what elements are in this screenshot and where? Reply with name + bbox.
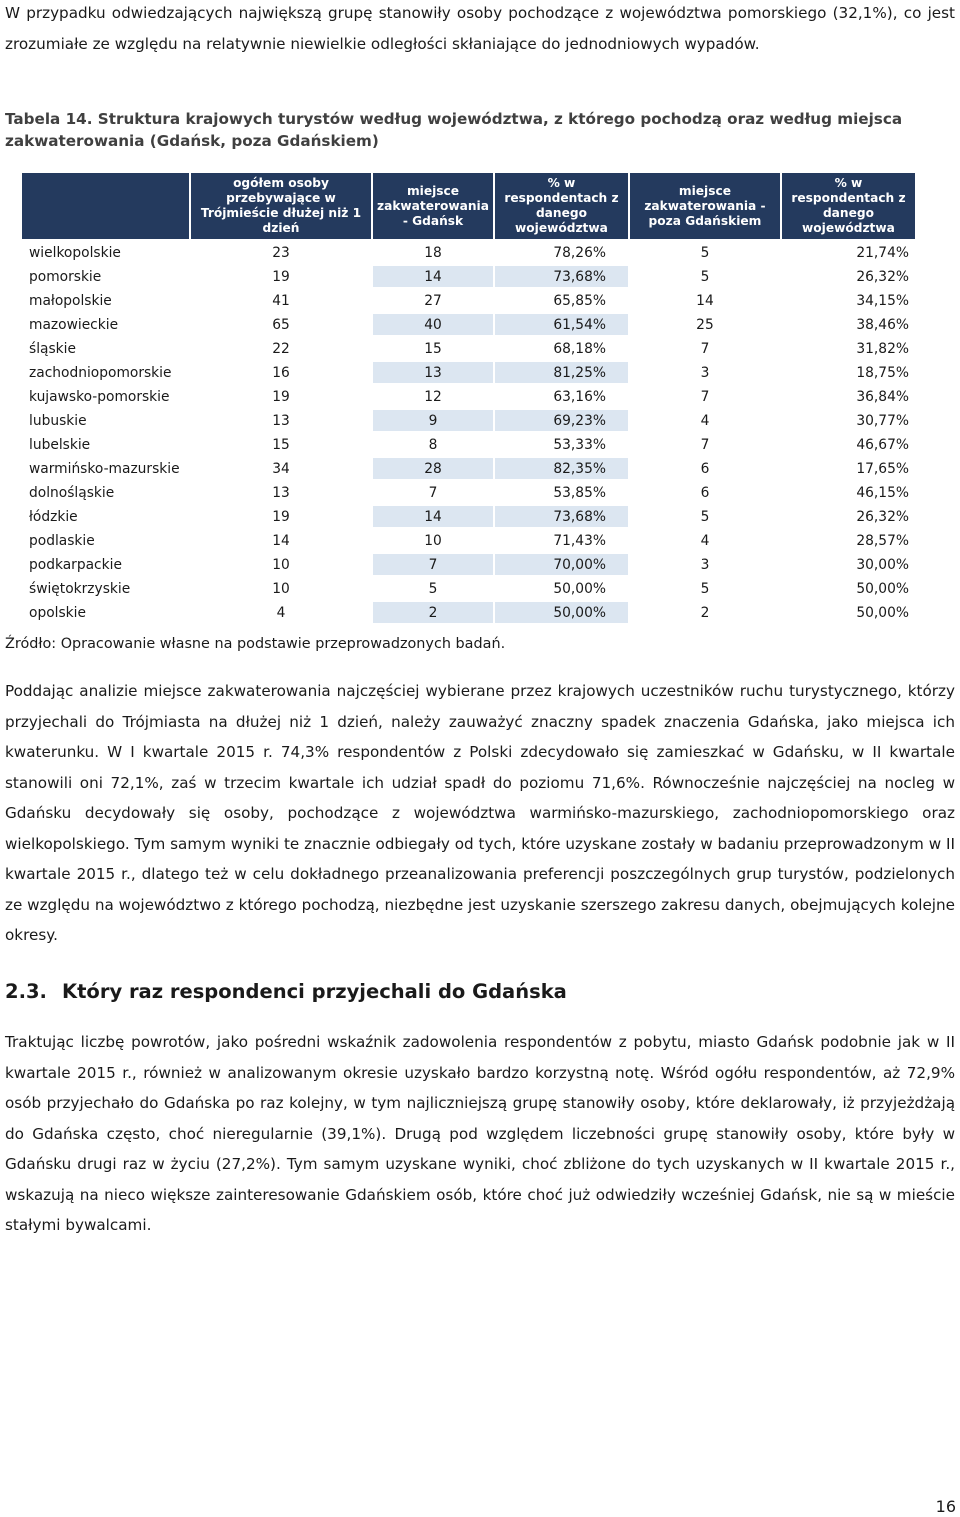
cell-outside: 2 — [700, 604, 710, 621]
cell-gdansk-pct: 73,68% — [495, 266, 628, 287]
cell-gdansk-pct: 70,00% — [495, 554, 628, 575]
cell-gdansk-pct: 50,00% — [495, 602, 628, 623]
cell-gdansk-pct: 63,16% — [553, 388, 606, 405]
cell-region: małopolskie — [29, 292, 112, 309]
source-note: Źródło: Opracowanie własne na podstawie przeprowadzonych badań. — [5, 636, 506, 652]
cell-outside-pct: 46,67% — [856, 436, 909, 453]
cell-gdansk-pct: 73,68% — [495, 506, 628, 527]
table-row — [22, 410, 915, 431]
cell-gdansk: 9 — [373, 410, 493, 431]
cell-gdansk-pct: 78,26% — [553, 244, 606, 261]
cell-gdansk: 7 — [373, 554, 493, 575]
table-row — [22, 578, 915, 599]
cell-total: 10 — [272, 556, 290, 573]
cell-outside: 3 — [700, 556, 710, 573]
cell-gdansk-pct: 50,00% — [553, 580, 606, 597]
cell-gdansk-pct: 61,54% — [495, 314, 628, 335]
cell-gdansk: 12 — [424, 388, 442, 405]
cell-outside-pct: 26,32% — [856, 268, 909, 285]
cell-outside-pct: 46,15% — [856, 484, 909, 501]
header-gdansk: miejsce zakwaterowania - Gdańsk — [373, 173, 493, 239]
cell-outside: 6 — [700, 460, 710, 477]
cell-region: pomorskie — [29, 268, 102, 285]
cell-total: 41 — [272, 292, 290, 309]
analysis-paragraph: Poddając analizie miejsce zakwaterowania najczęściej wybierane przez krajowych uczestników ruchu turystycznego, którzy przyjechali do Trójmiasta na dłużej niż 1 dzień, należy zauważyć znaczny spadek znaczenia Gdańska, jako miejsca ich kwaterunku. W I kwartale 2015 r. 74,3% respondentów z Polski zdecydowało się zamieszkać w Gdańsku, w II kwartale stanowili oni 72,1%, zaś w trzecim kwartale ich udział spadł do poziomu 71,6%. Równocześnie najczęściej na nocleg w Gdańsku decydowały się osoby, pochodzące z województwa warmińsko-mazurskiego, zachodniopomorskiego oraz wielkopolskiego. Tym samym wyniki te znacznie odbiegały od tych, które uzyskane zostały w badaniu przeprowadzonym w II kwartale 2015 r., dlatego też w celu dokładnego przeanalizowania preferencji poszczególnych grup turystów, podzielonych ze względu na województwo z którego pochodzą, niezbędne jest uzyskanie szerszego zakresu danych, obejmujących kolejne okresy. — [5, 682, 955, 944]
cell-region: lubelskie — [29, 436, 91, 453]
cell-total: 10 — [272, 580, 290, 597]
section-heading — [5, 980, 567, 1003]
cell-outside-pct: 18,75% — [856, 364, 909, 381]
cell-outside: 5 — [700, 508, 710, 525]
cell-total: 4 — [276, 604, 286, 621]
cell-total: 65 — [272, 316, 290, 333]
cell-gdansk-pct: 53,33% — [553, 436, 606, 453]
cell-region: warmińsko-mazurskie — [29, 460, 180, 477]
intro-paragraph: W przypadku odwiedzających największą grupę stanowiły osoby pochodzące z województwa pomorskiego (32,1%), co jest zrozumiałe ze względu na relatywnie niewielkie odległości skłaniające do jednodniowych wypadów. — [5, 4, 955, 53]
cell-outside: 3 — [700, 364, 710, 381]
cell-region: łódzkie — [29, 508, 78, 525]
cell-region: śląskie — [29, 340, 76, 357]
cell-region: mazowieckie — [29, 316, 119, 333]
header-gdansk-pct: % w respondentach z danego województwa — [495, 173, 628, 239]
section-number: 2.3. — [5, 980, 47, 1003]
cell-gdansk-pct: 68,18% — [553, 340, 606, 357]
cell-total: 22 — [272, 340, 290, 357]
cell-outside-pct: 17,65% — [856, 460, 909, 477]
table-row — [22, 482, 915, 503]
cell-outside: 7 — [700, 340, 710, 357]
cell-gdansk-pct: 53,85% — [553, 484, 606, 501]
cell-region: świętokrzyskie — [29, 580, 131, 597]
cell-total: 19 — [272, 508, 290, 525]
table-row — [22, 290, 915, 311]
cell-outside-pct: 31,82% — [856, 340, 909, 357]
cell-outside: 7 — [700, 388, 710, 405]
table-body — [22, 242, 915, 623]
table-row — [22, 506, 915, 527]
cell-outside-pct: 30,77% — [856, 412, 909, 429]
cell-total: 19 — [272, 268, 290, 285]
cell-outside-pct: 28,57% — [856, 532, 909, 549]
cell-gdansk-pct: 71,43% — [553, 532, 606, 549]
cell-total: 15 — [272, 436, 290, 453]
cell-region: dolnośląskie — [29, 484, 115, 501]
cell-total: 16 — [272, 364, 290, 381]
cell-gdansk: 28 — [373, 458, 493, 479]
header-outside-pct: % w respondentach z danego województwa — [782, 173, 915, 239]
cell-outside-pct: 34,15% — [856, 292, 909, 309]
cell-outside-pct: 36,84% — [856, 388, 909, 405]
page-number: 16 — [935, 1497, 956, 1516]
table-row — [22, 386, 915, 407]
cell-gdansk: 27 — [424, 292, 442, 309]
table-row — [22, 602, 915, 623]
cell-gdansk: 18 — [424, 244, 442, 261]
cell-outside-pct: 50,00% — [856, 580, 909, 597]
cell-region: podkarpackie — [29, 556, 122, 573]
cell-total: 13 — [272, 484, 290, 501]
table-row — [22, 362, 915, 383]
cell-gdansk: 15 — [424, 340, 442, 357]
cell-gdansk-pct: 82,35% — [495, 458, 628, 479]
cell-outside-pct: 21,74% — [856, 244, 909, 261]
cell-gdansk: 40 — [373, 314, 493, 335]
table-row — [22, 314, 915, 335]
table-row — [22, 458, 915, 479]
cell-outside-pct: 50,00% — [856, 604, 909, 621]
cell-gdansk: 13 — [373, 362, 493, 383]
cell-region: podlaskie — [29, 532, 95, 549]
cell-gdansk-pct: 65,85% — [553, 292, 606, 309]
cell-total: 19 — [272, 388, 290, 405]
cell-outside: 6 — [700, 484, 710, 501]
cell-total: 23 — [272, 244, 290, 261]
cell-region: opolskie — [29, 604, 86, 621]
cell-outside: 14 — [696, 292, 714, 309]
cell-region: wielkopolskie — [29, 244, 121, 261]
cell-region: lubuskie — [29, 412, 87, 429]
cell-outside: 4 — [700, 412, 710, 429]
table-row — [22, 242, 915, 263]
cell-gdansk-pct: 69,23% — [495, 410, 628, 431]
table-caption: Tabela 14. Struktura krajowych turystów według województwa, z którego pochodzą oraz według miejsca zakwaterowania (Gdańsk, poza Gdańskiem) — [5, 110, 903, 150]
cell-total: 13 — [272, 412, 290, 429]
cell-total: 14 — [272, 532, 290, 549]
cell-gdansk: 8 — [428, 436, 438, 453]
cell-outside: 25 — [696, 316, 714, 333]
header-region — [22, 173, 189, 239]
cell-gdansk: 5 — [428, 580, 438, 597]
table-row — [22, 434, 915, 455]
cell-outside-pct: 38,46% — [856, 316, 909, 333]
table-row — [22, 266, 915, 287]
cell-outside: 7 — [700, 436, 710, 453]
cell-gdansk: 2 — [373, 602, 493, 623]
regions-table — [20, 170, 917, 626]
cell-outside: 5 — [700, 268, 710, 285]
section-paragraph: Traktując liczbę powrotów, jako pośredni wskaźnik zadowolenia respondentów z pobytu, miasto Gdańsk podobnie jak w II kwartale 2015 r., również w analizowanym okresie uzyskało bardzo korzystną notę. Wśród ogółu respondentów, aż 72,9% osób przyjechało do Gdańska po raz kolejny, w tym najliczniejszą grupę stanowiły osoby, które deklarowały, iż przyjeżdżają do Gdańska często, choć nieregularnie (39,1%). Drugą pod względem liczebności grupę stanowiły osoby, które były w Gdańsku drugi raz w życiu (27,2%). Tym samym uzyskane wyniki, choć zbliżone do tych uzyskanych w II kwartale 2015 r., wskazują na nieco większe zainteresowanie Gdańskiem osób, które choć już odwiedziły wcześniej Gdańsk, nie są w mieście stałymi bywalcami. — [5, 1033, 955, 1234]
cell-outside-pct: 30,00% — [856, 556, 909, 573]
header-total: ogółem osoby przebywające w Trójmieście dłużej niż 1 dzień — [191, 173, 371, 239]
cell-gdansk: 14 — [373, 506, 493, 527]
table-row — [22, 338, 915, 359]
section-title: Który raz respondenci przyjechali do Gdańska — [62, 980, 567, 1003]
cell-gdansk: 10 — [424, 532, 442, 549]
cell-region: kujawsko-pomorskie — [29, 388, 170, 405]
table-row — [22, 554, 915, 575]
table-header-row — [22, 173, 915, 239]
cell-region: zachodniopomorskie — [29, 364, 172, 381]
cell-gdansk-pct: 81,25% — [495, 362, 628, 383]
cell-outside: 4 — [700, 532, 710, 549]
cell-gdansk: 7 — [428, 484, 438, 501]
cell-outside: 5 — [700, 580, 710, 597]
cell-outside-pct: 26,32% — [856, 508, 909, 525]
header-outside: miejsce zakwaterowania - poza Gdańskiem — [630, 173, 780, 239]
cell-outside: 5 — [700, 244, 710, 261]
cell-gdansk: 14 — [373, 266, 493, 287]
cell-total: 34 — [272, 460, 290, 477]
table-row — [22, 530, 915, 551]
